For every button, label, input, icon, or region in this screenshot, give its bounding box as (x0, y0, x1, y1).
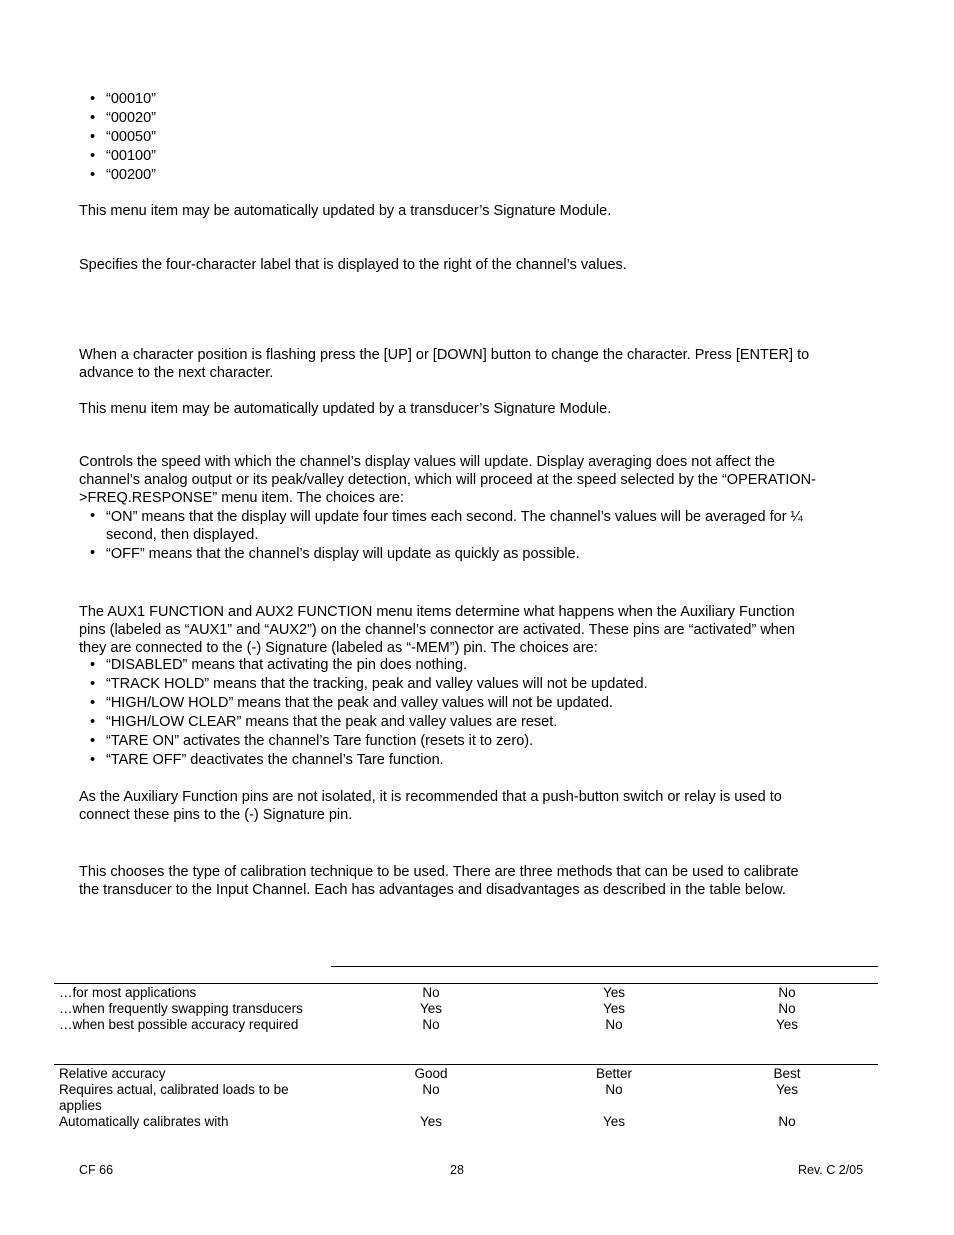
table-cell: Best (773, 1066, 801, 1081)
table-cell: Yes (775, 1017, 799, 1032)
table-row-label-cont: applies (59, 1098, 102, 1113)
table-cell: Yes (602, 1114, 626, 1129)
bullet-glyph: • (90, 545, 96, 561)
table-rule (54, 1064, 878, 1065)
list-item: • “DISABLED” means that activating the pin does nothing. (90, 656, 648, 675)
table-row-label: …when frequently swapping transducers (59, 1001, 303, 1016)
list-item: • “TARE ON” activates the channel’s Tare function (resets it to zero). (90, 732, 648, 751)
table-rule (331, 966, 878, 967)
table-row-label: …when best possible accuracy required (59, 1017, 299, 1032)
table-row-label: Requires actual, calibrated loads to be (59, 1082, 289, 1097)
paragraph: This menu item may be automatically updated by a transducer’s Signature Module. (79, 203, 612, 219)
paragraph: channel’s analog output or its peak/valley detection, which will proceed at the speed selected by the “OPERATION- (79, 472, 816, 488)
list-item: • “00020” (90, 109, 156, 128)
footer-revision: Rev. C 2/05 (798, 1163, 864, 1177)
table-cell: Yes (602, 1001, 626, 1016)
paragraph: pins (labeled as “AUX1” and “AUX2”) on the channel’s connector are activated. These pins are “activated” when (79, 622, 795, 638)
table-rule (54, 983, 878, 984)
list-item: • “00010” (90, 90, 156, 109)
list-item: • “TARE OFF” deactivates the channel’s Tare function. (90, 751, 648, 770)
table-cell: No (422, 1017, 440, 1032)
paragraph: Controls the speed with which the channel’s display values will update. Display averaging does not affect the (79, 454, 775, 470)
table-cell: Better (595, 1066, 633, 1081)
table-cell: No (778, 1114, 796, 1129)
paragraph: advance to the next character. (79, 365, 274, 381)
paragraph: As the Auxiliary Function pins are not isolated, it is recommended that a push-button switch or relay is used to (79, 789, 782, 805)
list-item: • “00200” (90, 166, 156, 185)
paragraph: the transducer to the Input Channel. Each has advantages and disadvantages as described in the table below. (79, 882, 786, 898)
paragraph: This menu item may be automatically updated by a transducer’s Signature Module. (79, 401, 612, 417)
table-cell: Yes (419, 1001, 443, 1016)
table-cell: No (605, 1082, 623, 1097)
paragraph: >FREQ.RESPONSE” menu item. The choices are: (79, 490, 404, 506)
paragraph: When a character position is flashing press the [UP] or [DOWN] button to change the character. Press [ENTER] to (79, 347, 810, 363)
aux-choice-list (90, 656, 648, 770)
list-item: • “00050” (90, 128, 156, 147)
table-cell: No (778, 1001, 796, 1016)
paragraph: The AUX1 FUNCTION and AUX2 FUNCTION menu items determine what happens when the Auxiliary Function (79, 604, 795, 620)
table-cell: No (778, 985, 796, 1000)
footer-page-number: 28 (450, 1163, 464, 1177)
table-cell: No (605, 1017, 623, 1032)
footer-doc-id: CF 66 (79, 1163, 114, 1177)
bullet-glyph: • (90, 508, 96, 524)
list-item: “OFF” means that the channel’s display will update as quickly as possible. (106, 546, 580, 562)
table-cell: No (422, 1082, 440, 1097)
list-item: • “HIGH/LOW CLEAR” means that the peak and valley values are reset. (90, 713, 648, 732)
top-value-list (90, 90, 156, 185)
list-item: • “HIGH/LOW HOLD” means that the peak and valley values will not be updated. (90, 694, 648, 713)
list-item: “ON” means that the display will update four times each second. The channel’s values will be averaged for ¼ (106, 509, 803, 525)
list-item-cont: second, then displayed. (106, 527, 259, 543)
paragraph: they are connected to the (-) Signature (labeled as “-MEM”) pin. The choices are: (79, 640, 598, 656)
table-cell: Good (414, 1066, 448, 1081)
paragraph: connect these pins to the (-) Signature pin. (79, 807, 353, 823)
table-cell: Yes (419, 1114, 443, 1129)
table-cell: No (422, 985, 440, 1000)
list-item: • “TRACK HOLD” means that the tracking, peak and valley values will not be updated. (90, 675, 648, 694)
table-row-label: Automatically calibrates with (59, 1114, 229, 1129)
list-item: • “00100” (90, 147, 156, 166)
table-cell: Yes (602, 985, 626, 1000)
table-row-label: Relative accuracy (59, 1066, 166, 1081)
paragraph: This chooses the type of calibration technique to be used. There are three methods that can be used to calibrate (79, 864, 799, 880)
table-row-label: …for most applications (59, 985, 197, 1000)
table-cell: Yes (775, 1082, 799, 1097)
paragraph: Specifies the four-character label that is displayed to the right of the channel’s values. (79, 257, 627, 273)
